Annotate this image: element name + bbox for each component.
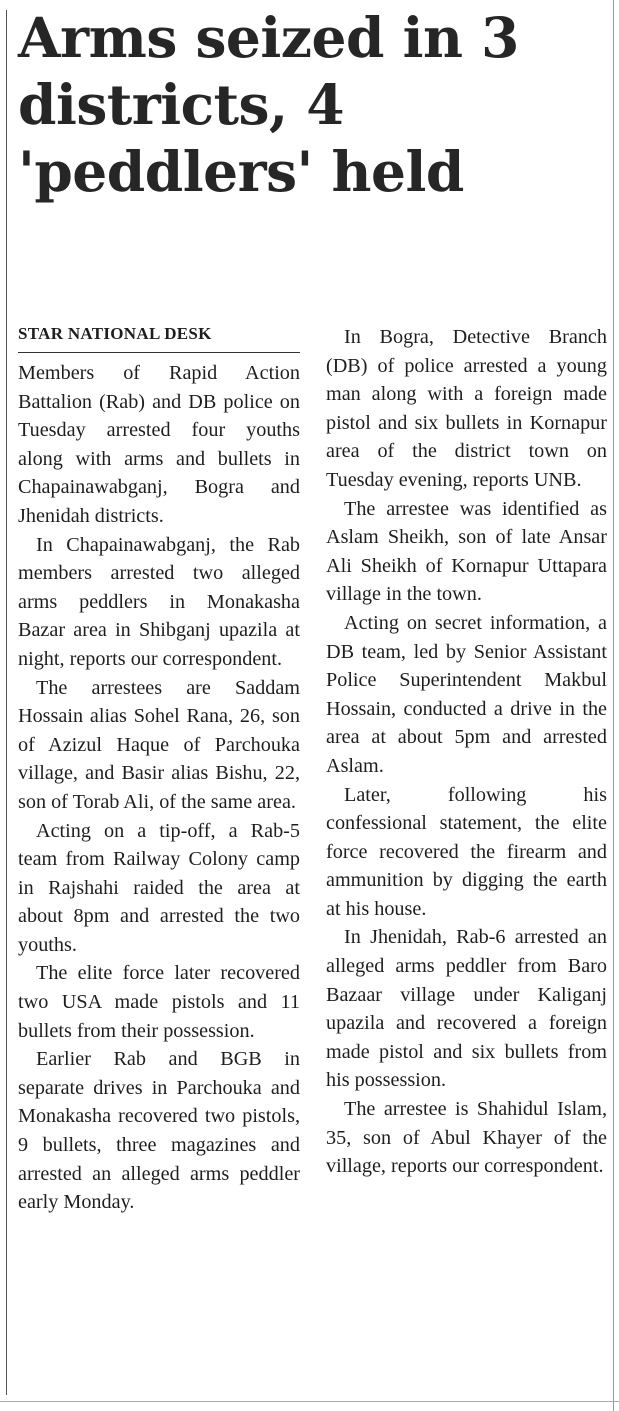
- article-column-left: [18, 322, 300, 1217]
- headline: Arms seized in 3 districts, 4 'peddlers' held: [18, 5, 519, 204]
- bottom-rule: [0, 1401, 619, 1402]
- paragraph: The arrestee was identified as Aslam Sheikh, son of late Ansar Ali Sheikh of Kornapur Uttapara village in the town.: [326, 497, 607, 606]
- byline: STAR NATIONAL DESK: [18, 322, 300, 353]
- paragraph: In Jhenidah, Rab-6 arrested an alleged arms peddler from Baro Bazaar village under Kaliganj upazila and recovered a foreign made pistol and six bullets from his possession.: [326, 926, 607, 1092]
- right-edge-rule: [613, 0, 614, 1411]
- left-column-rule: [6, 10, 7, 1395]
- paragraph: The elite force later recovered two USA made pistols and 11 bullets from their possession.: [18, 962, 300, 1042]
- paragraph: Earlier Rab and BGB in separate drives in Parchouka and Monakasha recovered two pistols, 9 bullets, three magazines and arrested an alleged arms peddler early Monday.: [18, 1048, 300, 1214]
- article-column-right: [326, 323, 607, 1181]
- paragraph: Members of Rapid Action Battalion (Rab) and DB police on Tuesday arrested four youths along with arms and bullets in Chapainawabganj, Bogra and Jhenidah districts.: [18, 362, 300, 527]
- paragraph: Later, following his confessional statement, the elite force recovered the firearm and ammunition by digging the earth at his house.: [326, 783, 607, 920]
- paragraph: In Bogra, Detective Branch (DB) of police arrested a young man along with a foreign made pistol and six bullets in Kornapur area of the district town on Tuesday evening, reports UNB.: [326, 326, 607, 491]
- paragraph: The arrestees are Saddam Hossain alias Sohel Rana, 26, son of Azizul Haque of Parchouka village, and Basir alias Bishu, 22, son of Torab Ali, of the same area.: [18, 676, 300, 813]
- paragraph: In Chapainawabganj, the Rab members arrested two alleged arms peddlers in Monakasha Bazar area in Shibganj upazila at night, reports our correspondent.: [18, 533, 300, 670]
- paragraph: The arrestee is Shahidul Islam, 35, son of Abul Khayer of the village, reports our correspondent.: [326, 1098, 607, 1178]
- paragraph: Acting on a tip-off, a Rab-5 team from Railway Colony camp in Rajshahi raided the area at about 8pm and arrested the two youths.: [18, 819, 300, 956]
- paragraph: Acting on secret information, a DB team, led by Senior Assistant Police Superintendent Makbul Hossain, conducted a drive in the area at about 5pm and arrested Aslam.: [326, 611, 607, 777]
